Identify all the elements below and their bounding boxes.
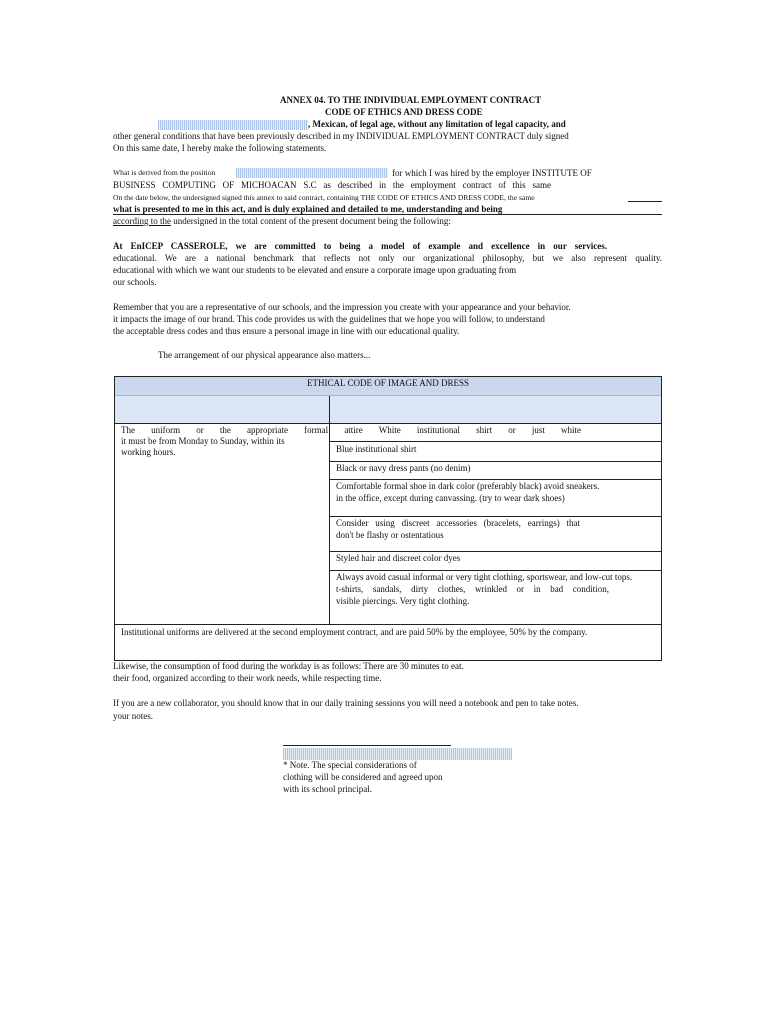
- uniform-line-1: The uniform or the appropriate formal attire White institutional shirt or just white: [121, 425, 581, 435]
- uniform-line-3: working hours.: [121, 447, 176, 457]
- food-line-1: Likewise, the consumption of food during the workday is as follows: There are 30 minutes to eat.: [113, 661, 464, 671]
- table-subheader-left: [115, 396, 329, 423]
- table-header: [115, 377, 661, 395]
- redacted-signature-name: [283, 748, 512, 760]
- mission-line-1: At EnICEP CASSEROLE, we are committed to being a model of example and excellence in our services.: [113, 241, 607, 251]
- position-line-3: On the date below, the undersigned signed this annex to said contract, containing THE CODE OF ETHICS AND DRESS CODE, the same: [113, 193, 535, 202]
- position-line-1: for which I was hired by the employer INSTITUTE OF: [392, 168, 592, 178]
- position-line-2: BUSINESS COMPUTING OF MICHOACAN S.C as described in the employment contract of this same: [113, 180, 551, 190]
- intro-line-2: other general conditions that have been previously described in my INDIVIDUAL EMPLOYMENT CONTRACT duly signed: [113, 131, 569, 141]
- table-subheader-right: [330, 396, 661, 423]
- grid-line: [329, 551, 661, 552]
- position-label: What is derived from the position: [113, 168, 216, 177]
- intro-line-1-text: , Mexican, of legal age, without any limitation of legal capacity, and: [308, 119, 566, 129]
- mission-line-2: educational. We are a national benchmark that reflects not only our organizational philosophy, but we also represent quality.: [113, 253, 662, 263]
- rule-shoes-line-2: in the office, except during canvassing. (try to wear dark shoes): [336, 493, 565, 503]
- grid-line: [329, 479, 661, 480]
- grid-line: [329, 570, 661, 571]
- training-line-1: If you are a new collaborator, you should know that in our daily training sessions you will need a notebook and pen to take notes.: [113, 698, 579, 708]
- rule-avoid-line-3: visible piercings. Very tight clothing.: [336, 596, 470, 606]
- grid-line: [329, 516, 661, 517]
- rule-dress-pants: Black or navy dress pants (no denim): [336, 463, 471, 473]
- reminder-line-1: Remember that you are a representative of our schools, and the impression you create with your appearance and your behavior.: [113, 302, 571, 312]
- rule-shoes-line-1: Comfortable formal shoe in dark color (preferably black) avoid sneakers.: [336, 481, 600, 491]
- grid-line: [115, 624, 661, 625]
- position-line-5-underlined: according to the: [113, 216, 171, 226]
- rule-avoid-line-2: t-shirts, sandals, dirty clothes, wrinkled or in bad condition,: [336, 584, 609, 594]
- redacted-name: [158, 120, 308, 130]
- redacted-position: [236, 168, 388, 178]
- note-line-1: * Note. The special considerations of: [283, 760, 417, 770]
- rule-avoid-line-1: Always avoid casual informal or very tight clothing, sportswear, and low-cut tops.: [336, 572, 633, 582]
- position-line-5: [113, 216, 451, 227]
- training-line-2: your notes.: [113, 711, 153, 721]
- mission-line-3: educational with which we want our students to be elevated and ensure a corporate image upon graduating from: [113, 265, 517, 275]
- intro-line-1: [158, 119, 566, 130]
- grid-line: [115, 423, 661, 424]
- position-line-4: what is presented to me in this act, and is duly explained and detailed to me, understanding and being: [113, 204, 503, 214]
- annex-title: ANNEX 04. TO THE INDIVIDUAL EMPLOYMENT CONTRACT: [280, 95, 542, 105]
- annex-subtitle: CODE OF ETHICS AND DRESS CODE: [325, 107, 483, 117]
- position-line-5-rest: undersigned in the total content of the present document being the following:: [170, 216, 451, 226]
- signature-blank: [628, 201, 662, 202]
- grid-line: [329, 441, 661, 442]
- rule-accessories-line-1: Consider using discreet accessories (bracelets, earrings) that: [336, 518, 580, 528]
- grid-line: [329, 461, 661, 462]
- rule-accessories-line-2: don't be flashy or ostentatious: [336, 530, 444, 540]
- underline-rule: [113, 214, 662, 215]
- note-line-2: clothing will be considered and agreed upon: [283, 772, 443, 782]
- mission-line-4: our schools.: [113, 277, 157, 287]
- table-header-text: ETHICAL CODE OF IMAGE AND DRESS: [307, 378, 469, 388]
- reminder-line-3: the acceptable dress codes and thus ensure a personal image in line with our educational quality.: [113, 326, 460, 336]
- table-footer: Institutional uniforms are delivered at the second employment contract, and are paid 50% by the employee, 50% by the company.: [121, 627, 588, 637]
- dress-code-table: [114, 376, 662, 661]
- intro-line-3: On this same date, I hereby make the following statements.: [113, 143, 327, 153]
- food-line-2: their food, organized according to their work needs, while respecting time.: [113, 673, 382, 683]
- reminder-line-2: it impacts the image of our brand. This code provides us with the guidelines that we hope you will follow, to understand: [113, 314, 545, 324]
- rule-blue-shirt: Blue institutional shirt: [336, 444, 417, 454]
- rule-hair: Styled hair and discreet color dyes: [336, 553, 461, 563]
- uniform-line-2: it must be from Monday to Sunday, within its: [121, 436, 285, 446]
- signature-line: [283, 745, 451, 746]
- note-line-3: with its school principal.: [283, 784, 372, 794]
- reminder-line-4: The arrangement of our physical appearance also matters...: [158, 350, 371, 360]
